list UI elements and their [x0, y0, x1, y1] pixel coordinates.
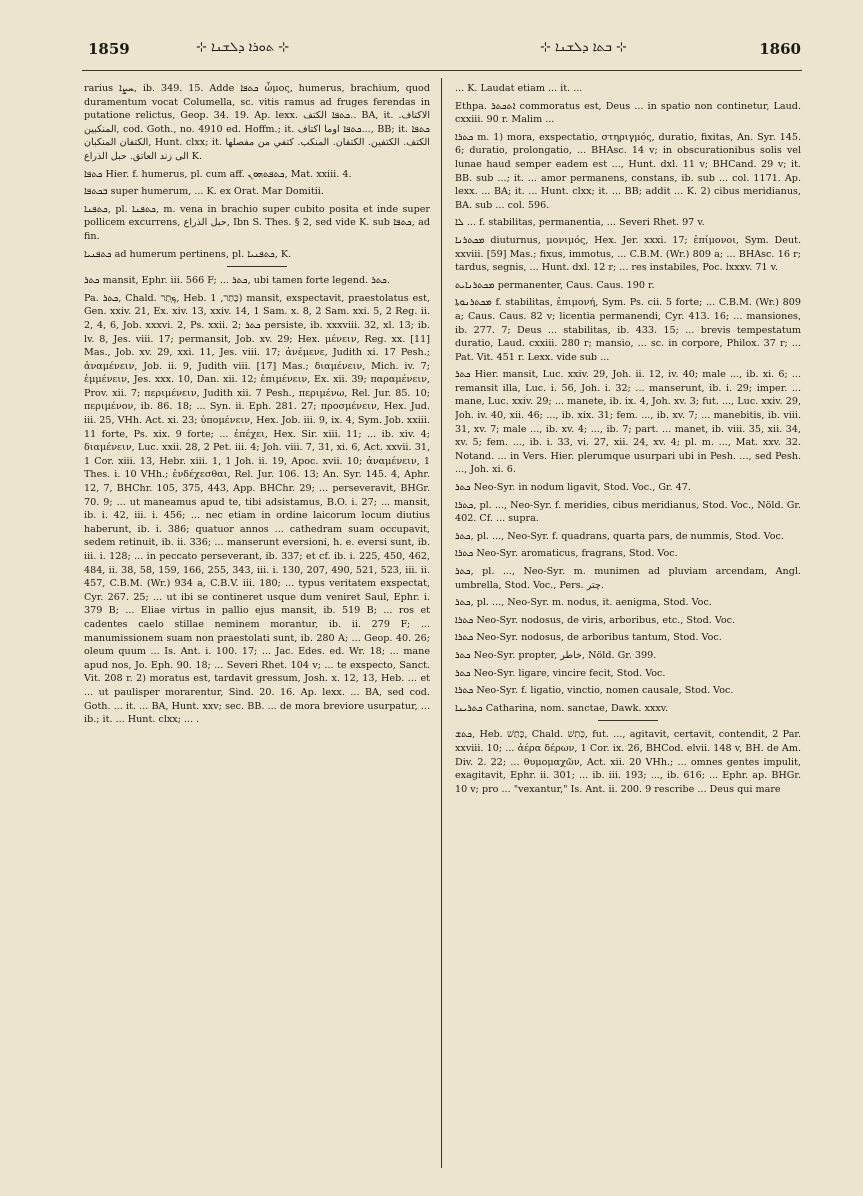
running-head-right: ⊹ ܒܬܐ ܕܠܫܢܐ ⊹ — [540, 40, 627, 55]
dictionary-entry: ܟܬܪܐ Neo-Syr. f. ligatio, vinctio, nomen causale, Stod. Voc. — [455, 685, 734, 697]
dictionary-entry: ܒܟܬܦܐ super humerum, ... K. ex Orat. Mar Domitii. — [84, 186, 324, 198]
dictionary-entry: ܟܬܪ, pl. ..., Neo-Syr. m. nodus, it. aenigma, Stod. Voc. — [455, 597, 712, 609]
dictionary-entry: Ethpa. ܐܬܟܬܪ commoratus est, Deus ... in spatio non continetur, Laud. cxxiii. 90 r. Malim ... — [455, 100, 801, 126]
page-number-right: 1860 — [759, 40, 801, 58]
dictionary-entry: ܟܬܪܝܢܐ Catharina, nom. sanctae, Dawk. xxxv. — [455, 702, 669, 714]
entry-separator — [598, 720, 658, 721]
dictionary-entry: ܟܬܪ mansit, Ephr. iii. 566 F; ... ܟܬܪ, ubi tamen forte legend. ܟܬܪ. — [84, 275, 390, 287]
dictionary-entry: ܡܟܬܪܢܐ diuturnus, μονιμός, Hex. Jer. xxxi. 17; ἐπίμονοι, Sym. Deut. xxviii. [59] Mas.; fixus, immotus, ... C.B.M. (Wr.) 809 a; ... BHAsc. 16 r; tardus, segnis, ... Hunt. dxl. 12 r; ... res instabiles, Poc. lxxxv. 71 v. — [455, 234, 801, 274]
dictionary-entry: ܟܬܪ, pl. ..., Neo-Syr. f. quadrans, quarta pars, de nummis, Stod. Voc. — [455, 530, 784, 542]
dictionary-entry: ܟܬܪܐ Neo-Syr. aromaticus, fragrans, Stod. Voc. — [455, 548, 678, 560]
dictionary-entry: ܟܬܪ Neo-Syr. in nodum ligavit, Stod. Voc., Gr. 47. — [455, 482, 691, 494]
column-rule — [441, 78, 442, 1168]
dictionary-entry: ܡܟܬܪܢܐܝܬ permanenter, Caus. Caus. 190 r. — [455, 279, 655, 291]
left-column — [84, 82, 430, 1162]
dictionary-entry: ܟܬܪܐ, pl. ..., Neo-Syr. f. meridies, cibus meridianus, Stod. Voc., Nöld. Gr. 402. Cf. ... supra. — [455, 499, 801, 525]
dictionary-entry: ܠܐ ... f. stabilitas, permanentia, ... Severi Rhet. 97 v. — [455, 217, 705, 229]
dictionary-entry: ܟܬܫ, Heb. כָּתַשׁ, Chald. כְּתַשׁ, fut. ..., agitavit, certavit, contendit, 2 Par. xxviii. 10; ... ἀέρα δέρων, 1 Cor. ix. 26, BHCod. elvii. 148 v, BH. de Am. Div. 2. 22; ... θυμομαχῶν, Act. xii. 20 VHh.; ... omnes gentes impulit, exagitavit, Ephr. ii. 301; ... ib. iii. 193; ..., ib. 616; ... Ephr. ap. BHGr. 10 v; pro ... "vexantur," Is. Ant. ii. 200. 9 rescribe ... Deus qui mare — [455, 729, 801, 795]
dictionary-entry: ܟܬܪܐ Neo-Syr. nodosus, de viris, arboribus, etc., Stod. Voc. — [455, 614, 736, 626]
dictionary-entry: ܟܬܪ, pl. ..., Neo-Syr. m. munimen ad pluviam arcendam, Angl. umbrella, Stod. Voc., Pers. چتر. — [455, 566, 801, 591]
dictionary-entry: ܟܬܦܢܝܐ ad humerum pertinens, pl. ܟܬܦܢܝܐ, K. — [84, 248, 292, 260]
right-column — [455, 82, 801, 1162]
dictionary-entry: ܡܟܬܪܢܘܬܐ f. stabilitas, ἐπιμονή, Sym. Ps. cii. 5 forte; ... C.B.M. (Wr.) 809 a; Caus. Caus. 82 v; licentia permanendi, Cyr. 413. 16; ... mansiones, ib. 277. 7; Deus ... stabilitas, ib. 433. 15; ... brevis tempestatum duratio, Laud. cxxiii. 280 r; mansio, ... sc. in corpore, Philox. 37 r; ... Pat. Vit. 451 r. Lexx. vide sub ... — [455, 297, 801, 363]
dictionary-entry: ... K. Laudat etiam ... it. ... — [455, 83, 583, 94]
entry-separator — [227, 266, 287, 267]
dictionary-entry: ܟܬܪܐ m. 1) mora, exspectatio, στηριγμός, duratio, fixitas, An. Syr. 145. 6; duratio, prolongatio, ... BHAsc. 14 v; in obscurationibus solis vel lunae haud semper eadem est ..., Hunt. dxl. 11 v; BHCand. 29 v; it. BB. sub ...; it. ... amor permanens, constans, ib. sub ... col. 1171. Ap. lexx. ... BA; it. ... Hunt. clxx; it. ... BB; addit ... K. 2) cibus meridianus, BA. sub ... col. 596. — [455, 131, 801, 211]
dictionary-entry: ܟܬܪ Hier. mansit, Luc. xxiv. 29, Joh. ii. 12, iv. 40; male ..., ib. xi. 6; ... remansit illa, Luc. i. 56, Joh. i. 32; ... manserunt, ib. i. 29; imper. ... mane, Luc. xxiv. 29; ... manete, ib. ix. 4, Joh. xv. 3; fut. ..., Luc. xxiv. 29, Joh. iv. 40, xii. 46; ..., ib. xix. 31; fem. ..., ib. xv. 7; ... manebitis, ib. viii. 31, xv. 7; male ..., ib. xv. 4; ..., ib. 7; part. ... manet, ib. viii. 35, xii. 34, xv. 5; fem. ..., ib. i. 33, vi. 27, xii. 24, xv. 4; pl. m. ..., Mat. xxv. 32. Notand. ... in Vers. Hier. plerumque usurpari ubi in Pesh. ..., sed Pesh. ..., Joh. xi. 6. — [455, 369, 801, 476]
dictionary-entry: rarius ܚܨܐ, ib. 349. 15. Adde ܟܬܦܐ ὦμος, humerus, brachium, quod duramentum vocat Columella, sc. vitis ramus ad fruges ferendas in putatione relictus, Geop. 34. 19. Ap. lexx. ܟܬܦܐ الكتف.. BA, it. الاكتاف. المنكبين, cod. Goth., no. 4910 ed. Hoffm.; it. ܟܬܦܐ اوما اكتاف..., BB; it. ܟܬܦܐ الكتفان المنكبان, Hunt. clxx; it. الكتف. الكتفين. الكتفان. المنكب. كتفي من مفصلها الى زند العاتق. حبل الذراع K. — [84, 83, 430, 162]
running-head-left: ⊹ ܬܘܪܐ ܕܠܫܢܐ ⊹ — [196, 40, 290, 55]
header-rule — [82, 70, 802, 71]
page-number-left: 1859 — [88, 40, 130, 58]
dictionary-entry: ܟܬܪ Neo-Syr. propter, خاطر, Nöld. Gr. 399. — [455, 649, 657, 661]
dictionary-entry: ܟܬܪ Neo-Syr. ligare, vincire fecit, Stod. Voc. — [455, 667, 666, 679]
dictionary-entry: Pa. ܟܬܪ, Chald. ܟְּתַר, Heb. כָּתַר, 1) mansit, exspectavit, praestolatus est, Gen. xxiv. 21, Ex. xiv. 13, xxiv. 14, 1 Sam. x. 8, 2 Sam. xxi. 5, 2 Reg. ii. 2, 4, 6, Job. xxxvi. 2, Ps. xxii. 2; ܟܬܪ persiste, ib. xxxviii. 32, xl. 13; ib. lv. 8, Jes. viii. 17; permansit, Job. xv. 29; Hex. μένειν, Reg. xx. [11] Mas., Job. xv. 29, xxi. 11, Jes. viii. 17; ἀνέμενε, Judith xi. 17 Pesh.; ἀναμένειν, Job. ii. 9, Judith viii. [17] Mas.; διαμένειν, Mich. iv. 7; ἐμμένειν, Jes. xxx. 10, Dan. xii. 12; ἐπιμένειν, Ex. xii. 39; παραμένειν, Prov. xii. 7; περιμένειν, Judith xii. 7 Pesh., περιμένω, Rel. Jur. 85. 10; περιμένον, ib. 86. 18; ... Syn. ii. Eph. 281. 27; προσμένειν, Hex. Jud. iii. 25, VHh. Act. xi. 23; ὑπομένειν, Hex. Job. iii. 9, ix. 4, Sym. Job. xxiii. 11 forte, Ps. xix. 9 forte; ... ἐπέχει, Hex. Sir. xiii. 11; ... ib. xiv. 4; διαμένειν, Luc. xxii. 28, 2 Pet. iii. 4; Joh. viii. 7, 31, xi. 6, Act. xxvii. 31, 1 Cor. xiii. 13, Hebr. xiii. 1, 1 Joh. ii. 19, Apoc. xvii. 10; ἀναμένειν, 1 Thes. i. 10 VHh.; ἐνδέχεσθαι, Rel. Jur. 106. 13; An. Syr. 145. 4, Aphr. 12, 7, BHChr. 105, 375, 443, App. BHChr. 29; ... perseveravit, BHGr. 70. 9; ... ut maneamus apud te, tibi adsistamus, B.O. i. 27; ... mansit, ib. i. 42, iii. i. 456; ... nec etiam in ordine laicorum locum diutius haberunt, ib. i. 386; quatuor annos ... cathedram suam occupavit, sedem retinuit, ib. ii. 336; ... manserunt eversioni, h. e. eversi sunt, ib. iii. i. 128; ... in peccato perseverant, ib. 337; et cf. ib. i. 225, 450, 462, 484, ii. 38, 58, 159, 166, 255, 343, iii. i. 130, 207, 490, 521, 523, iii. ii. 457, C.B.M. (Wr.) 934 a, C.B.V. iii. 180; ... typus veritatem exspectat, Cyr. 267. 25; ... ut ibi se contineret usque dum veniret Saul, Ephr. i. 379 B; ... Eliae virtus in pallio ejus mansit, ib. 519 B; ... ros et cadentes caelo stillae neminem morantur, ib. ii. 279 F; ... manumissionem suam non praestolati sunt, ib. 280 A; ... Geop. 40. 26; oleum quum ... Is. Ant. i. 100. 17; ... Jac. Edes. ed. Wr. 18; ... mane apud nos, Jo. Eph. 90. 18; ... Severi Rhet. 104 v; ... te exspecto, Sanct. Vit. 208 r. 2) moratus est, tardavit gressum, Josh. x. 12, 13, Heb. ... et ... ut paulisper morarentur, Sind. 20. 16. Ap. lexx. ... BA, sed cod. Goth. ... it. ... BA, Hunt. xxv; sec. BB. ... de mora breviore usurpatur, ... ib.; it. ... Hunt. clxx; ... . — [84, 292, 430, 726]
dictionary-entry: ܟܬܦܢܐ, pl. ܟܬܦܢܐ, m. vena in brachio super cubito posita et inde super pollicem excurrens, حبل الذراع, Ibn S. Thes. § 2, sed vide K. sub ܟܬܦܐ, ad fin. — [84, 203, 430, 242]
dictionary-entry: ܟܬܦܐ Hier. f. humerus, pl. cum aff. ܟܬܦܬܗܘܢ, Mat. xxiii. 4. — [84, 168, 352, 180]
dictionary-entry: ܟܬܪܐ Neo-Syr. nodosus, de arboribus tantum, Stod. Voc. — [455, 632, 722, 644]
